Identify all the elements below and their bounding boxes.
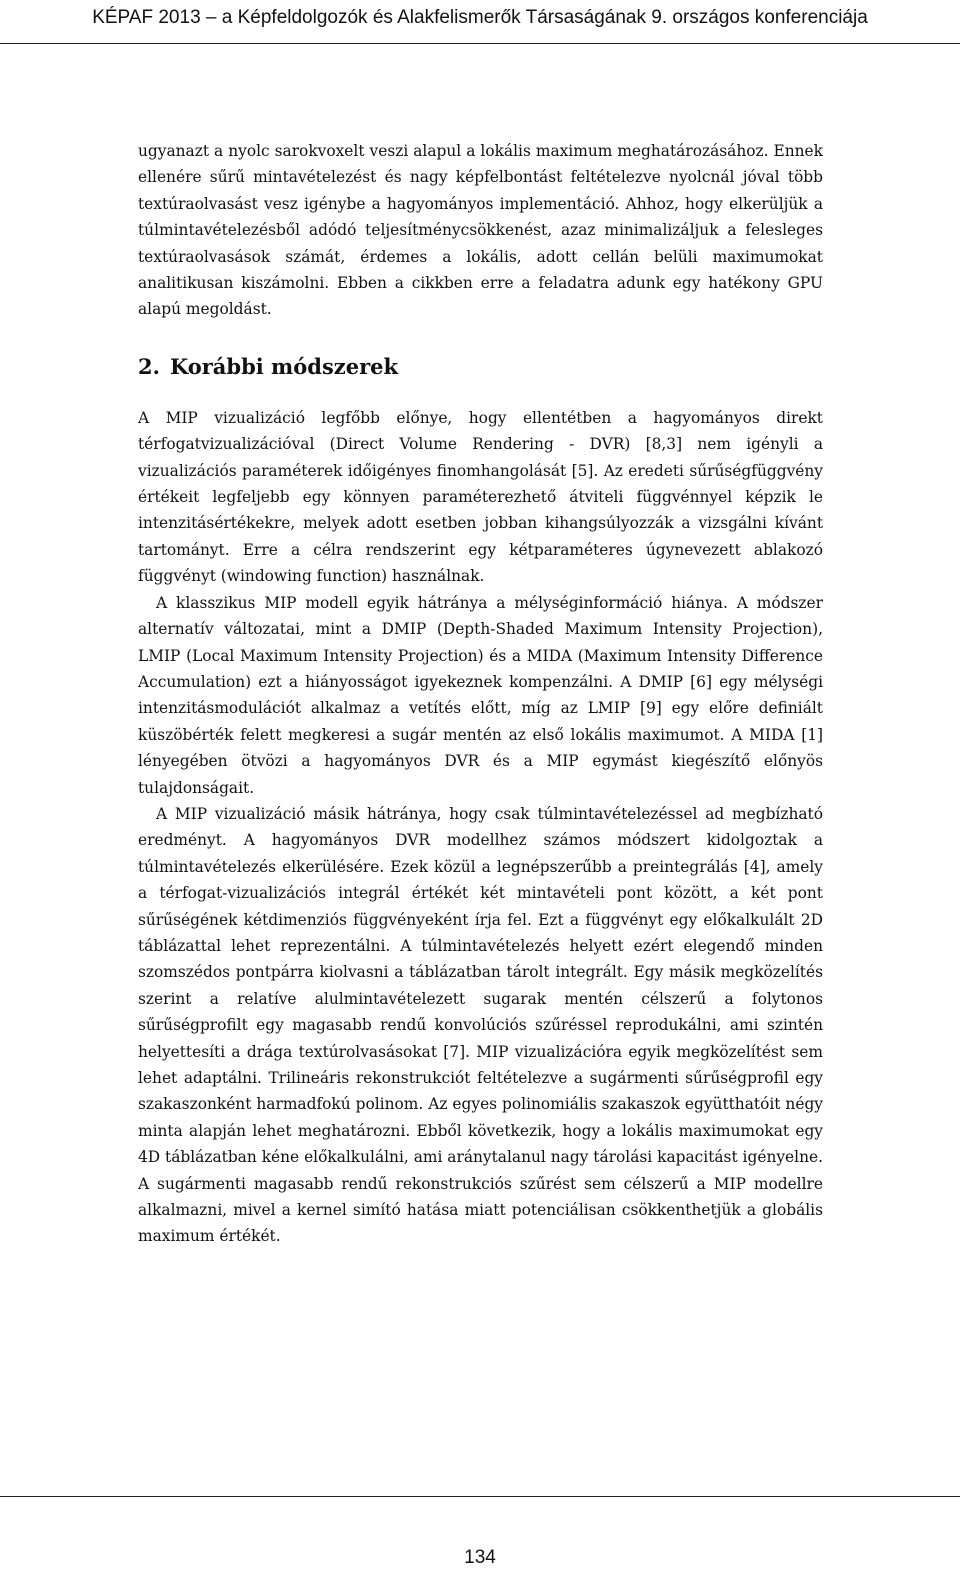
header-rule [0,43,960,44]
paragraph-3: A MIP vizualizáció másik hátránya, hogy csak túlmintavételezéssel ad megbízható eredményt. A hagyományos DVR modellhez számos módszert kidolgoztak a túlmintavételezés elkerülésére. Ezek közül a legnépszerűbb a preintegrálás [4], amely a térfogat-vizualizációs integrál értékét két mintavételi pont között, a két pont sűrűségének kétdimenziós függvényeként írja fel. Ezt a függvényt egy előkalkulált 2D táblázattal lehet reprezentálni. A túlmintavételezés helyett ezért elegendő minden szomszédos pontpárra kiolvasni a táblázatban tárolt integrált. Egy másik megközelítés szerint a relatíve alulmintavételezett sugarak mentén célszerű a folytonos sűrűségprofilt egy magasabb rendű konvolúciós szűréssel reprodukálni, ami szintén helyettesíti a drága textúrolvasásokat [7]. MIP vizualizációra egyik megközelítést sem lehet adaptálni. Trilineáris rekonstrukciót feltételezve a sugármenti sűrűségprofil egy szakaszonként harmadfokú polinom. Az egyes polinomiális szakaszok együtthatóit négy minta alapján lehet meghatározni. Ebből következik, hogy a lokális maximumokat egy 4D táblázatban kéne előkalkulálni, ami aránytalanul nagy tárolási kapacitást igényelne. A sugármenti magasabb rendű rekonstrukciós szűrést sem célszerű a MIP modellre alkalmazni, mivel a kernel simító hatása miatt potenciálisan csökkenthetjük a globális maximum értékét. [138,804,823,1246]
section-title: Korábbi módszerek [169,353,399,379]
section-heading [138,353,823,381]
intro-paragraph: ugyanazt a nyolc sarokvoxelt veszi alapul a lokális maximum meghatározásához. Ennek ellenére sűrű mintavételezést és nagy képfelbontást feltételezve nyolcnál jóval több textúraolvasást vesz igénybe a hagyományos implementáció. Ahhoz, hogy elkerüljük a túlmintavételezésből adódó teljesítménycsökkenést, azaz minimalizáljuk a felesleges textúraolvasások számát, érdemes a lokális, adott cellán belüli maximumokat analitikusan kiszámolni. Ebben a cikkben erre a feladatra adunk egy hatékony GPU alapú megoldást. [138,142,823,319]
running-header: KÉPAF 2013 – a Képfeldolgozók és Alakfelismerők Társaságának 9. országos konferenciája [92,7,868,28]
main-text [138,138,823,1250]
section-number: 2. [138,353,160,379]
footer-rule [0,1496,960,1497]
paragraph-1: A MIP vizualizáció legfőbb előnye, hogy ellentétben a hagyományos direkt térfogatvizualizációval (Direct Volume Rendering - DVR) [8,3] nem igényli a vizualizációs paraméterek időigényes finomhangolását [5]. Az eredeti sűrűségfüggvény értékeit legfeljebb egy könnyen paraméterezhető átviteli függvénnyel képzik le intenzitásértékekre, melyek adott esetben jobban kihangsúlyozzák a vizsgálni kívánt tartományt. Erre a célra rendszerint egy kétparaméteres úgynevezett ablakozó függvényt (windowing function) használnak. [138,408,823,586]
page-number: 134 [464,1547,496,1568]
paragraph-2: A klasszikus MIP modell egyik hátránya a mélységinformáció hiánya. A módszer alternatív változatai, mint a DMIP (Depth-Shaded Maximum Intensity Projection), LMIP (Local Maximum Intensity Projection) és a MIDA (Maximum Intensity Difference Accumulation) ezt a hiányosságot igyekeznek kompenzálni. A DMIP [6] egy mélységi intenzitásmodulációt alkalmaz a vetítés előtt, míg az LMIP [9] egy előre definiált küszöbérték felett megkeresi a sugár mentén az első lokális maximumot. A MIDA [1] lényegében ötvözi a hagyományos DVR és a MIP egymást kiegészítő előnyös tulajdonságait. [138,593,823,797]
